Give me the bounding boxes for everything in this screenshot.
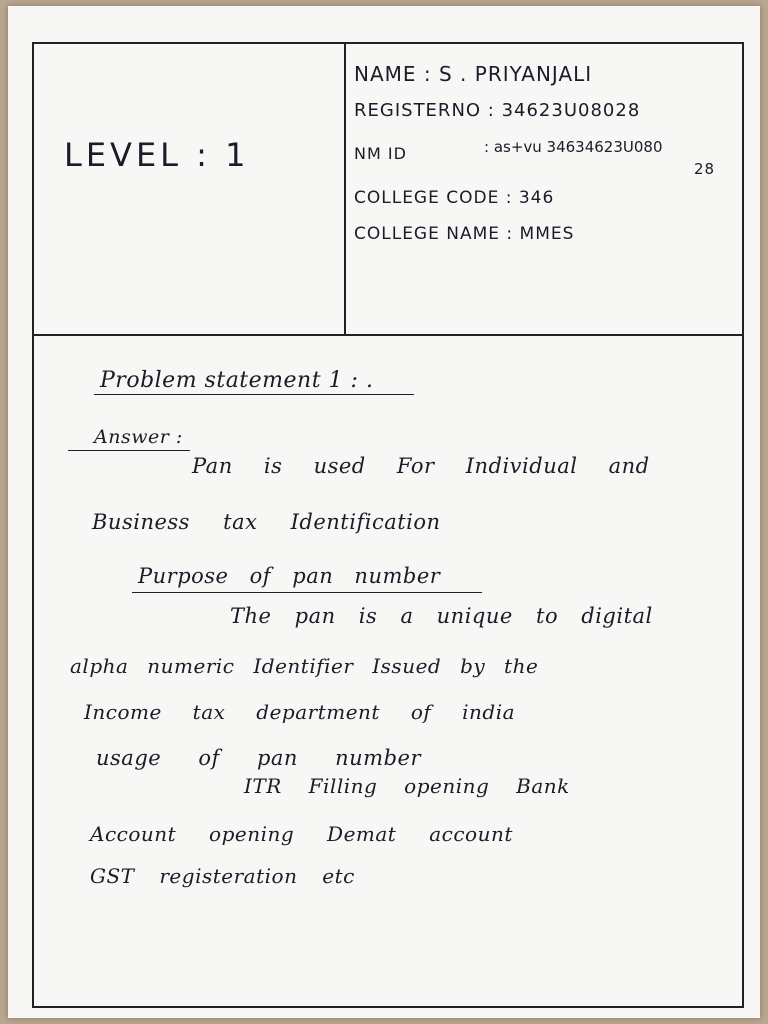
- problem-statement-heading: Problem statement 1 : .: [100, 368, 374, 393]
- purpose-line-3: Income tax department of india: [84, 700, 516, 724]
- usage-line-1: ITR Filling opening Bank: [244, 774, 570, 798]
- usage-line-3: GST registeration etc: [90, 864, 355, 888]
- usage-heading: usage of pan number: [96, 746, 421, 770]
- usage-line-2: Account opening Demat account: [90, 822, 513, 846]
- college-name: COLLEGE NAME : MMES: [354, 224, 575, 244]
- purpose-underline: [132, 592, 482, 593]
- nm-id-value: : as+vu 34634623U080: [484, 138, 663, 156]
- purpose-line-2: alpha numeric Identifier Issued by the: [70, 654, 539, 678]
- page-frame: [32, 42, 744, 1008]
- level-label: LEVEL : 1: [64, 136, 250, 174]
- header-divider: [34, 334, 742, 336]
- college-code: COLLEGE CODE : 346: [354, 188, 555, 208]
- purpose-heading: Purpose of pan number: [138, 564, 441, 588]
- register-number: REGISTERNO : 34623U08028: [354, 100, 641, 121]
- answer-line-2: Business tax Identification: [92, 510, 441, 534]
- nm-id-continued: 28: [694, 160, 716, 178]
- student-name: NAME : S . PRIYANJALI: [354, 62, 593, 86]
- header-column-divider: [344, 44, 346, 334]
- answer-underline: [68, 450, 190, 451]
- answer-line-1: Pan is used For Individual and: [192, 454, 650, 478]
- notebook-page: [8, 6, 760, 1018]
- purpose-line-1: The pan is a unique to digital: [230, 604, 653, 628]
- problem-heading-underline: [94, 394, 414, 395]
- answer-label: Answer :: [94, 426, 183, 448]
- nm-id-label: NM ID: [354, 144, 407, 163]
